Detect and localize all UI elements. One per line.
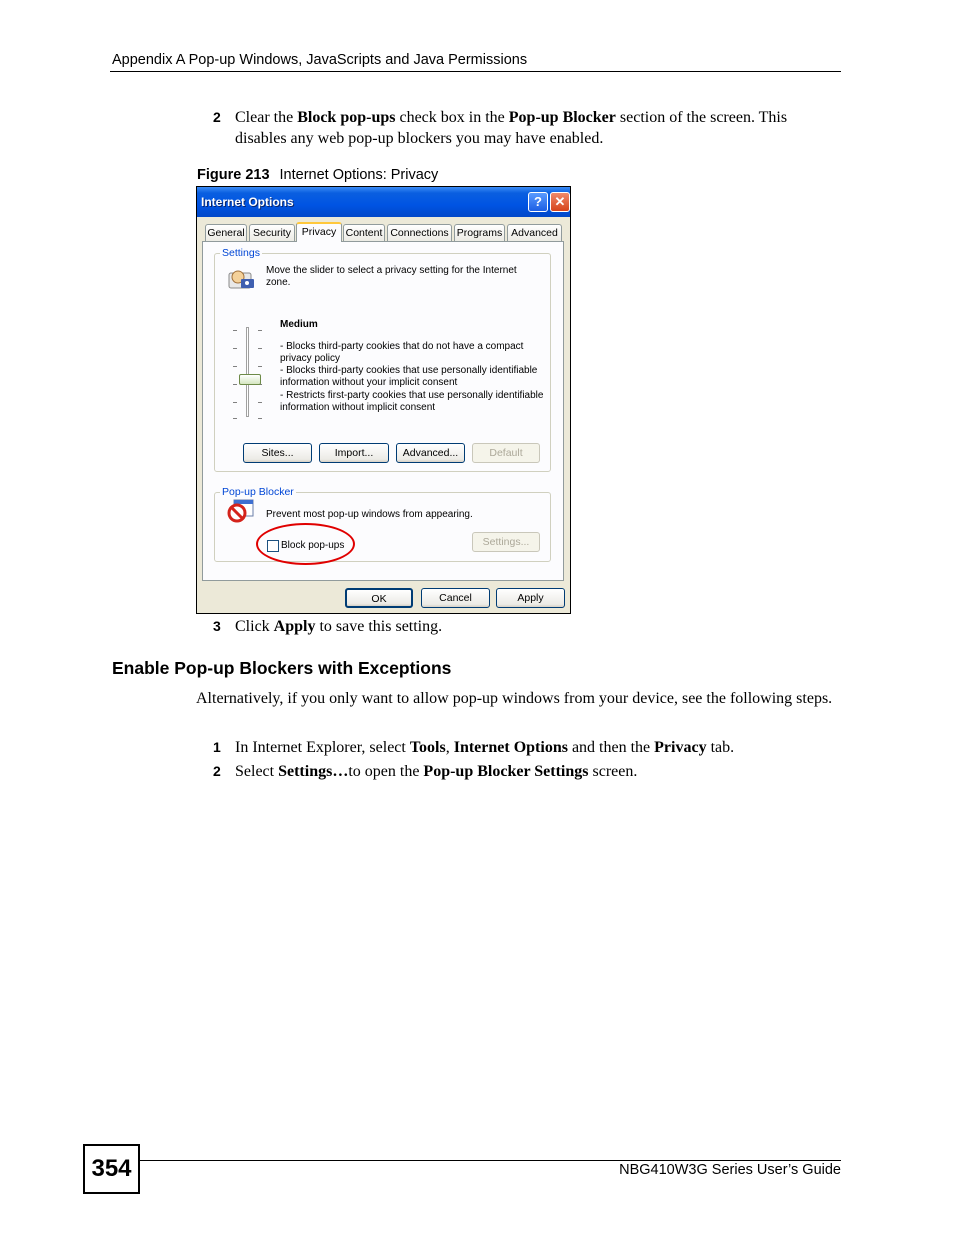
- close-button[interactable]: ✕: [550, 192, 570, 212]
- step-text: Click: [235, 618, 274, 635]
- step-text: screen.: [588, 763, 638, 780]
- step-text: to open the: [348, 763, 424, 780]
- slider-tick: [233, 402, 237, 403]
- privacy-slider-thumb[interactable]: [239, 374, 261, 385]
- step-bold: Internet Options: [453, 739, 568, 756]
- import-button[interactable]: Import...: [319, 443, 389, 463]
- advanced-button[interactable]: Advanced...: [396, 443, 465, 463]
- privacy-tab-panel: [202, 241, 564, 581]
- footer-rule: [140, 1160, 841, 1161]
- tab-content[interactable]: Content: [343, 224, 385, 241]
- popup-blocker-icon: [227, 498, 255, 524]
- default-button: Default: [472, 443, 540, 463]
- settings-legend: Settings: [222, 247, 260, 259]
- running-header: Appendix A Pop-up Windows, JavaScripts and Java Permissions: [112, 52, 528, 68]
- dialog-title: Internet Options: [201, 195, 294, 209]
- step-text: and then the: [567, 739, 655, 756]
- step-text: Select: [235, 763, 279, 780]
- step-bold: Pop-up Blocker: [508, 109, 616, 126]
- step-text: section of the screen. This disables any web pop-up blockers you may have enabled.: [235, 109, 788, 147]
- tab-advanced[interactable]: Advanced: [507, 224, 562, 241]
- figure-caption: [197, 167, 438, 183]
- step-text: check box in the: [395, 109, 509, 126]
- step-number: 3: [213, 618, 221, 634]
- step-text: ,: [445, 739, 454, 756]
- slider-tick: [233, 348, 237, 349]
- footer-title: NBG410W3G Series User’s Guide: [619, 1162, 841, 1178]
- page-number: 354: [83, 1144, 140, 1194]
- step-bold: Block pop-ups: [297, 109, 396, 126]
- sites-button[interactable]: Sites...: [243, 443, 312, 463]
- popup-description: Prevent most pop-up windows from appearing.: [266, 509, 473, 520]
- slider-tick: [258, 402, 262, 403]
- privacy-level: Medium: [280, 319, 318, 330]
- step-select-settings: [213, 761, 638, 782]
- slider-tick: [233, 418, 237, 419]
- slider-tick: [233, 330, 237, 331]
- step-number: 2: [213, 109, 221, 125]
- slider-tick: [258, 366, 262, 367]
- popup-blocker-legend: Pop-up Blocker: [222, 486, 294, 498]
- slider-tick: [258, 330, 262, 331]
- privacy-slider-track[interactable]: [246, 327, 249, 417]
- step-bold: Settings…: [278, 763, 349, 780]
- step-clear-block-popups: [213, 107, 841, 149]
- apply-button[interactable]: Apply: [496, 588, 565, 608]
- cancel-button[interactable]: Cancel: [421, 588, 490, 608]
- tab-security[interactable]: Security: [249, 224, 295, 241]
- privacy-settings-icon: [225, 265, 257, 291]
- step-number: 1: [213, 739, 221, 755]
- step-open-internet-options: [213, 737, 735, 758]
- figure-title: Internet Options: Privacy: [279, 167, 439, 183]
- privacy-bullet: - Blocks third-party cookies that use personally identifiable information without your implicit consent: [280, 365, 538, 388]
- ok-button[interactable]: OK: [345, 588, 413, 608]
- step-click-apply: [213, 616, 443, 637]
- privacy-bullet: - Blocks third-party cookies that do not have a compact privacy policy: [280, 341, 524, 364]
- slider-tick: [258, 418, 262, 419]
- internet-options-dialog: [196, 186, 571, 614]
- step-number: 2: [213, 763, 221, 779]
- popup-settings-button: Settings...: [472, 532, 540, 552]
- step-bold: Apply: [273, 618, 316, 635]
- header-rule: [110, 71, 841, 72]
- step-text: tab.: [706, 739, 735, 756]
- tab-privacy[interactable]: Privacy: [296, 222, 342, 242]
- slider-instruction: Move the slider to select a privacy setting for the Internet zone.: [266, 265, 517, 288]
- body-paragraph: Alternatively, if you only want to allow pop-up windows from your device, see the following steps.: [196, 690, 833, 707]
- figure-label: Figure 213: [197, 167, 270, 183]
- slider-tick: [233, 384, 237, 385]
- privacy-bullet: - Restricts first-party cookies that use personally identifiable information without implicit consent: [280, 390, 544, 413]
- step-bold: Tools: [409, 739, 446, 756]
- step-text: Clear the: [235, 109, 298, 126]
- step-bold: Pop-up Blocker Settings: [423, 763, 589, 780]
- block-popups-label[interactable]: Block pop-ups: [281, 540, 345, 551]
- help-button[interactable]: ?: [528, 192, 548, 212]
- dialog-titlebar[interactable]: [197, 187, 570, 217]
- slider-tick: [233, 366, 237, 367]
- step-bold: Privacy: [654, 739, 707, 756]
- section-heading: Enable Pop-up Blockers with Exceptions: [112, 658, 452, 678]
- step-text: In Internet Explorer, select: [235, 739, 410, 756]
- highlight-oval: [256, 523, 355, 565]
- slider-tick: [258, 348, 262, 349]
- tab-connections[interactable]: Connections: [387, 224, 452, 241]
- tab-programs[interactable]: Programs: [454, 224, 505, 241]
- step-text: to save this setting.: [315, 618, 443, 635]
- tab-general[interactable]: General: [205, 224, 247, 241]
